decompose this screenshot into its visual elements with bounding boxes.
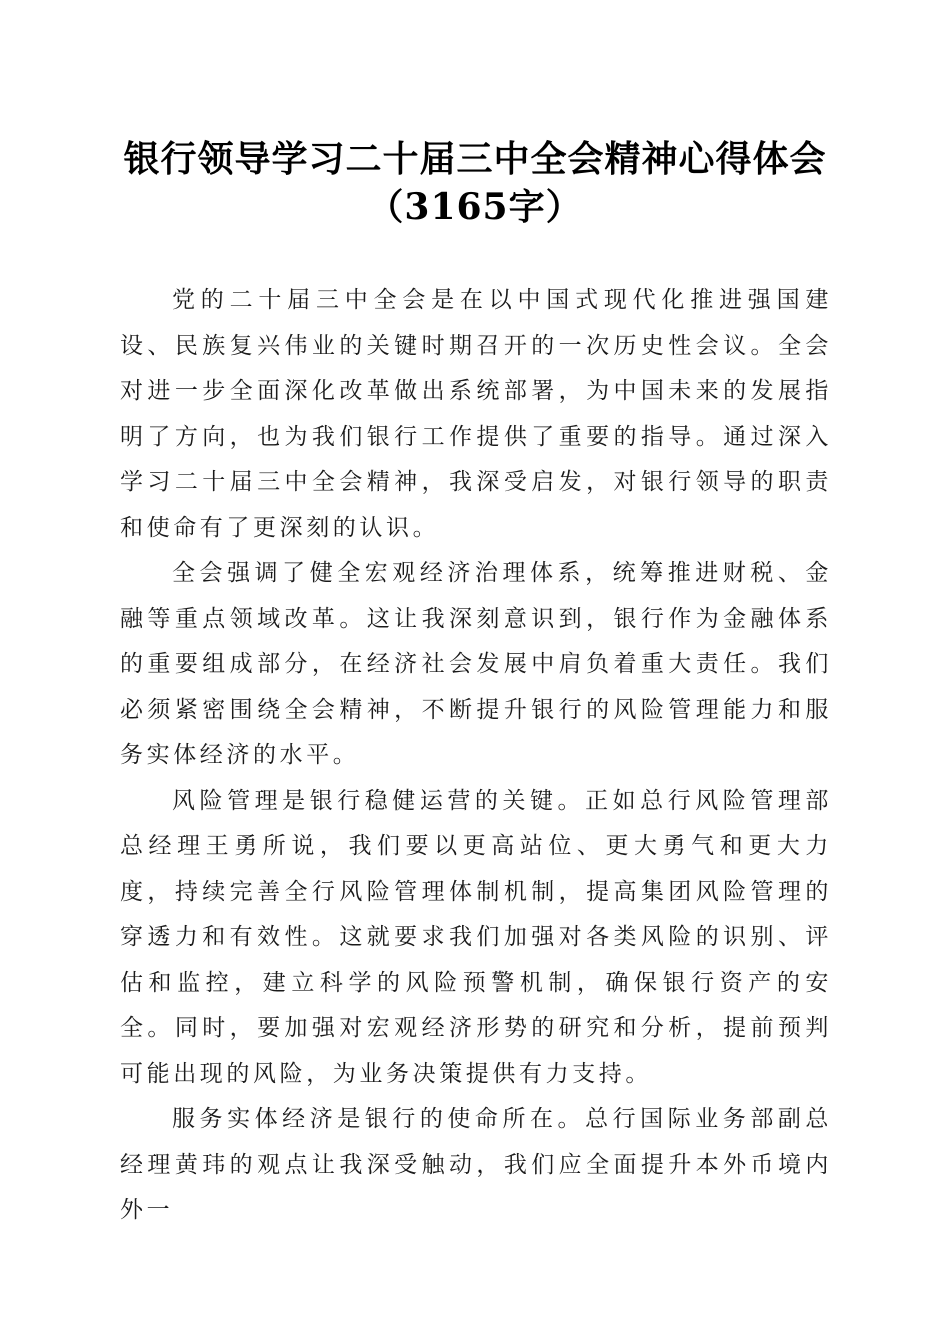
paragraph-4: 服务实体经济是银行的使命所在。总行国际业务部副总经理黄玮的观点让我深受触动，我们应全面提升本外币境内外一 bbox=[120, 1106, 832, 1223]
paragraph-1: 党的二十届三中全会是在以中国式现代化推进强国建设、民族复兴伟业的关键时期召开的一次历史性会议。全会对进一步全面深化改革做出系统部署，为中国未来的发展指明了方向，也为我们银行工作提供了重要的指导。通过深入学习二十届三中全会精神，我深受启发，对银行领导的职责和使命有了更深刻的认识。 bbox=[120, 287, 832, 541]
title-line-wordcount: （3165字） bbox=[367, 186, 583, 228]
document-title bbox=[0, 135, 950, 231]
title-line-main: 银行领导学习二十届三中全会精神心得体会 bbox=[123, 138, 827, 180]
paragraph-2: 全会强调了健全宏观经济治理体系，统筹推进财税、金融等重点领域改革。这让我深刻意识到，银行作为金融体系的重要组成部分，在经济社会发展中肩负着重大责任。我们必须紧密围绕全会精神，不断提升银行的风险管理能力和服务实体经济的水平。 bbox=[120, 560, 832, 768]
document-body bbox=[120, 278, 832, 1234]
paragraph-3: 风险管理是银行稳健运营的关键。正如总行风险管理部总经理王勇所说，我们要以更高站位、更大勇气和更大力度，持续完善全行风险管理体制机制，提高集团风险管理的穿透力和有效性。这就要求我们加强对各类风险的识别、评估和监控，建立科学的风险预警机制，确保银行资产的安全。同时，要加强对宏观经济形势的研究和分析，提前预判可能出现的风险，为业务决策提供有力支持。 bbox=[120, 787, 832, 1087]
